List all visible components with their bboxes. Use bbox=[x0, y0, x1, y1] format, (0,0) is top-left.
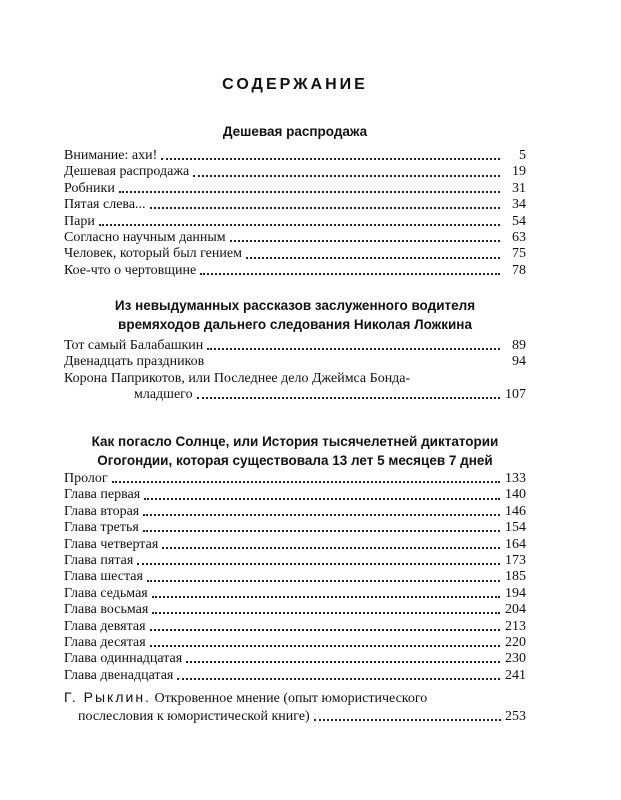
dot-leader bbox=[197, 396, 500, 399]
entry-title: Глава вторая bbox=[64, 503, 140, 519]
entry-page: 63 bbox=[512, 229, 526, 245]
entry-title: Пролог bbox=[64, 471, 108, 486]
entry-title: Человек, который был гением bbox=[64, 246, 242, 262]
dot-leader bbox=[150, 644, 500, 647]
entry-page: 146 bbox=[505, 503, 526, 519]
entry-title: Глава восьмая bbox=[64, 602, 149, 618]
dot-leader bbox=[314, 718, 501, 721]
entry-title: Корона Паприкотов, или Последнее дело Джеймса Бонда- bbox=[64, 370, 411, 386]
toc-entry[interactable] bbox=[64, 148, 526, 164]
section-title bbox=[64, 432, 526, 470]
section-title-line: времяходов дальнего следования Николая Ложкина bbox=[118, 317, 472, 332]
entry-page: 94 bbox=[512, 354, 526, 370]
dot-leader bbox=[99, 223, 500, 226]
toc-entry[interactable] bbox=[64, 246, 526, 262]
entry-page: 5 bbox=[519, 148, 526, 163]
entry-title: Глава четвертая bbox=[64, 536, 159, 552]
afterword-title-line1: Откровенное мнение (опыт юмористического bbox=[154, 691, 428, 706]
entry-page: 133 bbox=[505, 471, 526, 486]
entry-page: 253 bbox=[505, 709, 526, 724]
toc-list bbox=[64, 148, 526, 279]
dot-leader bbox=[200, 272, 500, 275]
entry-title: Кое-что о чертовщине bbox=[64, 262, 197, 278]
section-title-line: Дешевая распродажа bbox=[222, 124, 368, 139]
entry-title: Пари bbox=[64, 213, 95, 229]
entry-page: 19 bbox=[512, 164, 526, 180]
entry-title: Глава шестая bbox=[64, 569, 143, 585]
dot-leader bbox=[177, 677, 500, 680]
entry-page: 140 bbox=[505, 487, 526, 503]
entry-title: Глава десятая bbox=[64, 634, 146, 650]
dot-leader bbox=[143, 529, 500, 532]
entry-title: Робники bbox=[64, 180, 115, 196]
dot-leader bbox=[186, 660, 500, 663]
dot-leader bbox=[152, 611, 500, 614]
toc-entry[interactable] bbox=[64, 230, 526, 246]
section-title-line: Как погасло Солнце, или История тысячелетней диктатории bbox=[91, 434, 499, 449]
dot-leader bbox=[150, 206, 500, 209]
entry-title: Пятая слева... bbox=[64, 197, 146, 213]
entry-page: 230 bbox=[505, 651, 526, 667]
entry-title: Глава двенадцатая bbox=[64, 667, 174, 683]
toc-entry[interactable] bbox=[64, 569, 526, 585]
dot-leader bbox=[246, 256, 500, 259]
toc-entry[interactable] bbox=[64, 586, 526, 602]
entry-page: 185 bbox=[505, 569, 526, 585]
entry-title: Глава девятая bbox=[64, 618, 146, 634]
toc-entry[interactable] bbox=[64, 164, 526, 180]
section-title bbox=[64, 296, 526, 334]
entry-page: 78 bbox=[512, 262, 526, 278]
entry-page: 194 bbox=[505, 585, 526, 601]
toc-entry[interactable] bbox=[64, 487, 526, 503]
toc-list bbox=[64, 471, 526, 684]
entry-title: Согласно научным данным bbox=[64, 229, 226, 245]
entry-page: 164 bbox=[505, 536, 526, 552]
toc-entry[interactable] bbox=[64, 619, 526, 635]
toc-entry[interactable] bbox=[64, 471, 526, 487]
entry-title: Глава третья bbox=[64, 520, 139, 536]
toc-entry[interactable] bbox=[64, 181, 526, 197]
afterword-line bbox=[64, 708, 526, 726]
dot-leader bbox=[230, 239, 500, 242]
entry-title: Глава пятая bbox=[64, 552, 134, 568]
section-title-line: Огогондии, которая существовала 13 лет 5 месяцев 7 дней bbox=[97, 453, 493, 468]
afterword-author: Г. Рыклин. bbox=[64, 689, 151, 705]
dot-leader bbox=[119, 190, 500, 193]
entry-page: 54 bbox=[512, 213, 526, 229]
entry-title: Глава седьмая bbox=[64, 585, 148, 601]
entry-page: 107 bbox=[505, 387, 526, 403]
dot-leader bbox=[112, 480, 500, 483]
entry-page: 75 bbox=[512, 246, 526, 262]
section-title bbox=[64, 122, 526, 141]
dot-leader bbox=[144, 497, 500, 500]
toc-entry[interactable] bbox=[64, 553, 526, 569]
toc-entry[interactable] bbox=[64, 602, 526, 618]
afterword-line bbox=[64, 688, 526, 708]
dot-leader bbox=[193, 174, 500, 177]
afterword-entry[interactable] bbox=[64, 688, 526, 726]
entry-title: Глава одиннадцатая bbox=[64, 651, 183, 667]
entry-page: 89 bbox=[512, 338, 526, 353]
dot-leader bbox=[152, 595, 500, 598]
toc-entry[interactable] bbox=[64, 338, 526, 354]
toc-entry[interactable] bbox=[64, 354, 526, 370]
entry-title: Двенадцать праздников bbox=[64, 354, 205, 370]
entry-page: 204 bbox=[505, 602, 526, 618]
toc-entry[interactable] bbox=[64, 520, 526, 536]
toc-entry[interactable] bbox=[64, 635, 526, 651]
toc-entry[interactable] bbox=[64, 197, 526, 213]
entry-title: Глава первая bbox=[64, 487, 141, 503]
entry-page: 213 bbox=[505, 618, 526, 634]
dot-leader bbox=[162, 546, 500, 549]
entry-page: 31 bbox=[512, 180, 526, 196]
toc-entry[interactable] bbox=[64, 668, 526, 684]
toc-entry[interactable] bbox=[64, 263, 526, 279]
toc-entry[interactable] bbox=[64, 214, 526, 230]
dot-leader bbox=[137, 562, 500, 565]
section-title-line: Из невыдуманных рассказов заслуженного водителя bbox=[114, 298, 476, 313]
toc-entry-continuation[interactable] bbox=[64, 387, 526, 403]
entry-title: Тот самый Балабашкин bbox=[64, 338, 204, 353]
toc-list bbox=[64, 338, 526, 404]
entry-title: Внимание: ахи! bbox=[64, 148, 158, 163]
entry-page: 34 bbox=[512, 197, 526, 213]
toc-entry[interactable] bbox=[64, 537, 526, 553]
toc-entry[interactable] bbox=[64, 504, 526, 520]
toc-entry[interactable] bbox=[64, 651, 526, 667]
toc-entry[interactable] bbox=[64, 371, 526, 387]
entry-page: 220 bbox=[505, 634, 526, 650]
page-title: СОДЕРЖАНИЕ bbox=[222, 76, 368, 93]
entry-page: 173 bbox=[505, 552, 526, 568]
entry-page: 154 bbox=[505, 520, 526, 536]
entry-title: Дешевая распродажа bbox=[64, 164, 190, 180]
entry-page: 241 bbox=[505, 667, 526, 683]
afterword-title-line2: послесловия к юмористической книге) bbox=[78, 709, 310, 724]
dot-leader bbox=[207, 347, 500, 350]
dot-leader bbox=[150, 628, 500, 631]
dot-leader bbox=[143, 513, 500, 516]
entry-title-continuation: младшего bbox=[134, 387, 193, 403]
dot-leader bbox=[161, 157, 500, 160]
dot-leader bbox=[147, 579, 500, 582]
